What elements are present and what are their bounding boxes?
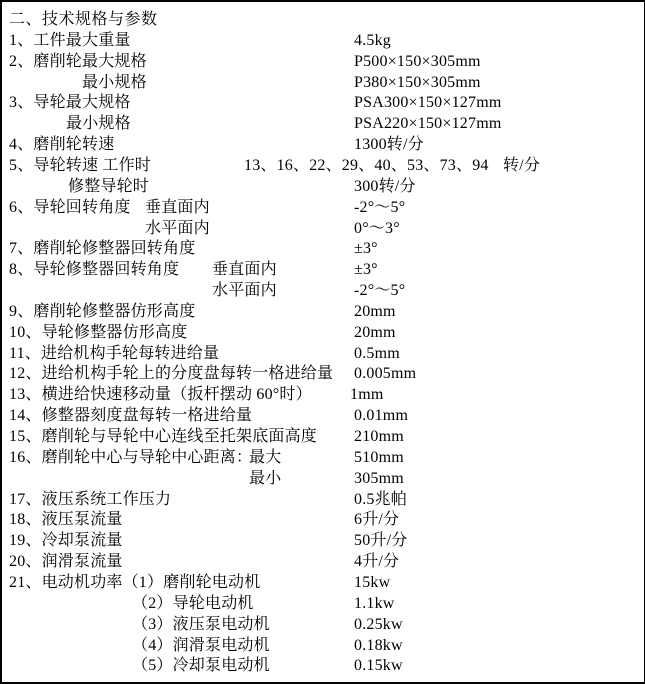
spec-sublabel: （5）冷却泵电动机 (132, 657, 270, 675)
spec-label: 17、液压系统工作压力 (9, 490, 172, 508)
spec-label: 21、电动机功率（1）磨削轮电动机 (9, 573, 261, 591)
spec-unit: 转/分 (503, 156, 541, 174)
spec-sublabel: 最小规格 (66, 115, 131, 133)
spec-label: 12、进给机构手轮上的分度盘每转一格进给量 (9, 365, 334, 383)
spec-sublabel: 最大 (249, 448, 282, 466)
spec-label: 5、导轮转速 工作时 (9, 156, 152, 174)
spec-title: 二、技术规格与参数 (9, 11, 158, 28)
spec-row (2, 593, 644, 614)
spec-row (2, 92, 644, 113)
spec-value: ±3° (354, 240, 378, 258)
spec-row (2, 530, 644, 551)
spec-row (2, 426, 644, 447)
spec-label: 7、磨削轮修整器回转角度 (9, 240, 196, 258)
spec-value: ±3° (354, 261, 378, 279)
spec-row (2, 9, 644, 30)
spec-value: 300转/分 (354, 177, 416, 195)
spec-value: 20mm (354, 302, 396, 320)
spec-sublabel: 垂直面内 (145, 198, 210, 216)
spec-value: 0.25kw (354, 615, 403, 633)
spec-row (2, 322, 644, 343)
spec-label: 3、导轮最大规格 (9, 94, 131, 112)
spec-row (2, 363, 644, 384)
spec-row (2, 113, 644, 134)
spec-row (2, 635, 644, 656)
spec-sublabel: 最小 (249, 469, 282, 487)
spec-value: 1300转/分 (354, 136, 424, 154)
spec-value: 0.15kw (354, 657, 403, 675)
spec-value: P500×150×305mm (354, 52, 481, 70)
spec-label: 16、磨削轮中心与导轮中心距离： (9, 448, 253, 466)
spec-row (2, 509, 644, 530)
spec-row (2, 572, 644, 593)
spec-label: 4、磨削轮转速 (9, 136, 115, 154)
spec-row (2, 551, 644, 572)
spec-value: 1.1kw (354, 594, 395, 612)
spec-label: 14、修整器刻度盘每转一格进给量 (9, 407, 253, 425)
spec-value: 0.5兆帕 (354, 490, 408, 508)
spec-value: 20mm (354, 323, 396, 341)
spec-label: 6、导轮回转角度 (9, 198, 131, 216)
spec-sublabel: 垂直面内 (212, 261, 277, 279)
spec-row (2, 72, 644, 93)
spec-value: 0.5mm (354, 344, 400, 362)
spec-row (2, 176, 644, 197)
spec-label: 2、磨削轮最大规格 (9, 52, 147, 70)
spec-row (2, 614, 644, 635)
spec-row (2, 238, 644, 259)
spec-value: P380×150×305mm (354, 73, 481, 91)
spec-label: 20、润滑泵流量 (9, 553, 123, 571)
spec-value: -2°～5° (354, 198, 406, 216)
spec-value: 0.005mm (354, 365, 417, 383)
spec-row (2, 259, 644, 280)
spec-row (2, 447, 644, 468)
spec-sublabel: 水平面内 (212, 282, 277, 300)
spec-value: 210mm (354, 428, 404, 445)
spec-label: 19、冷却泵流量 (9, 532, 123, 550)
spec-row (2, 197, 644, 218)
spec-label: 13、横进给快速移动量（扳杆摆动 60°时） (9, 386, 312, 404)
spec-label: 10、导轮修整器仿形高度 (9, 323, 188, 341)
spec-value: 0.01mm (354, 407, 409, 425)
spec-label: 11、进给机构手轮每转进给量 (9, 344, 220, 362)
spec-sublabel: 水平面内 (145, 219, 210, 237)
spec-value: PSA220×150×127mm (354, 115, 502, 133)
spec-value: 0.18kw (354, 636, 403, 654)
spec-row (2, 134, 644, 155)
spec-label: 1、工件最大重量 (9, 31, 131, 49)
spec-value: 4升/分 (354, 553, 400, 571)
spec-value: 0°～3° (354, 219, 400, 237)
spec-row (2, 405, 644, 426)
spec-value: 1mm (350, 386, 384, 404)
spec-value: 15kw (354, 573, 391, 591)
spec-value: 6升/分 (354, 511, 400, 529)
spec-value: 4.5kg (354, 31, 391, 49)
spec-row (2, 155, 644, 176)
spec-value: 510mm (354, 448, 404, 466)
spec-sublabel: 最小规格 (82, 73, 147, 91)
spec-row (2, 489, 644, 510)
spec-row (2, 280, 644, 301)
spec-row (2, 384, 644, 405)
spec-sublabel: （2）导轮电动机 (132, 594, 254, 612)
spec-row (2, 655, 644, 676)
spec-label: 8、导轮修整器回转角度 (9, 261, 180, 279)
spec-row (2, 218, 644, 239)
spec-value: PSA300×150×127mm (354, 94, 502, 112)
spec-value: 13、16、22、29、40、53、73、94 (244, 156, 489, 174)
spec-row (2, 51, 644, 72)
spec-sublabel: （3）液压泵电动机 (132, 615, 270, 633)
spec-row (2, 301, 644, 322)
spec-sublabel: （4）润滑泵电动机 (132, 636, 270, 654)
spec-value: 305mm (354, 469, 404, 487)
spec-row (2, 30, 644, 51)
spec-row (2, 468, 644, 489)
spec-sublabel: 修整导轮时 (68, 177, 150, 195)
spec-value: 50升/分 (354, 532, 408, 550)
spec-label: 15、磨削轮与导轮中心连线至托架底面高度 (9, 428, 318, 445)
spec-value: -2°～5° (354, 282, 406, 300)
spec-label: 9、磨削轮修整器仿形高度 (9, 302, 196, 320)
spec-row (2, 343, 644, 364)
spec-label: 18、液压泵流量 (9, 511, 123, 529)
